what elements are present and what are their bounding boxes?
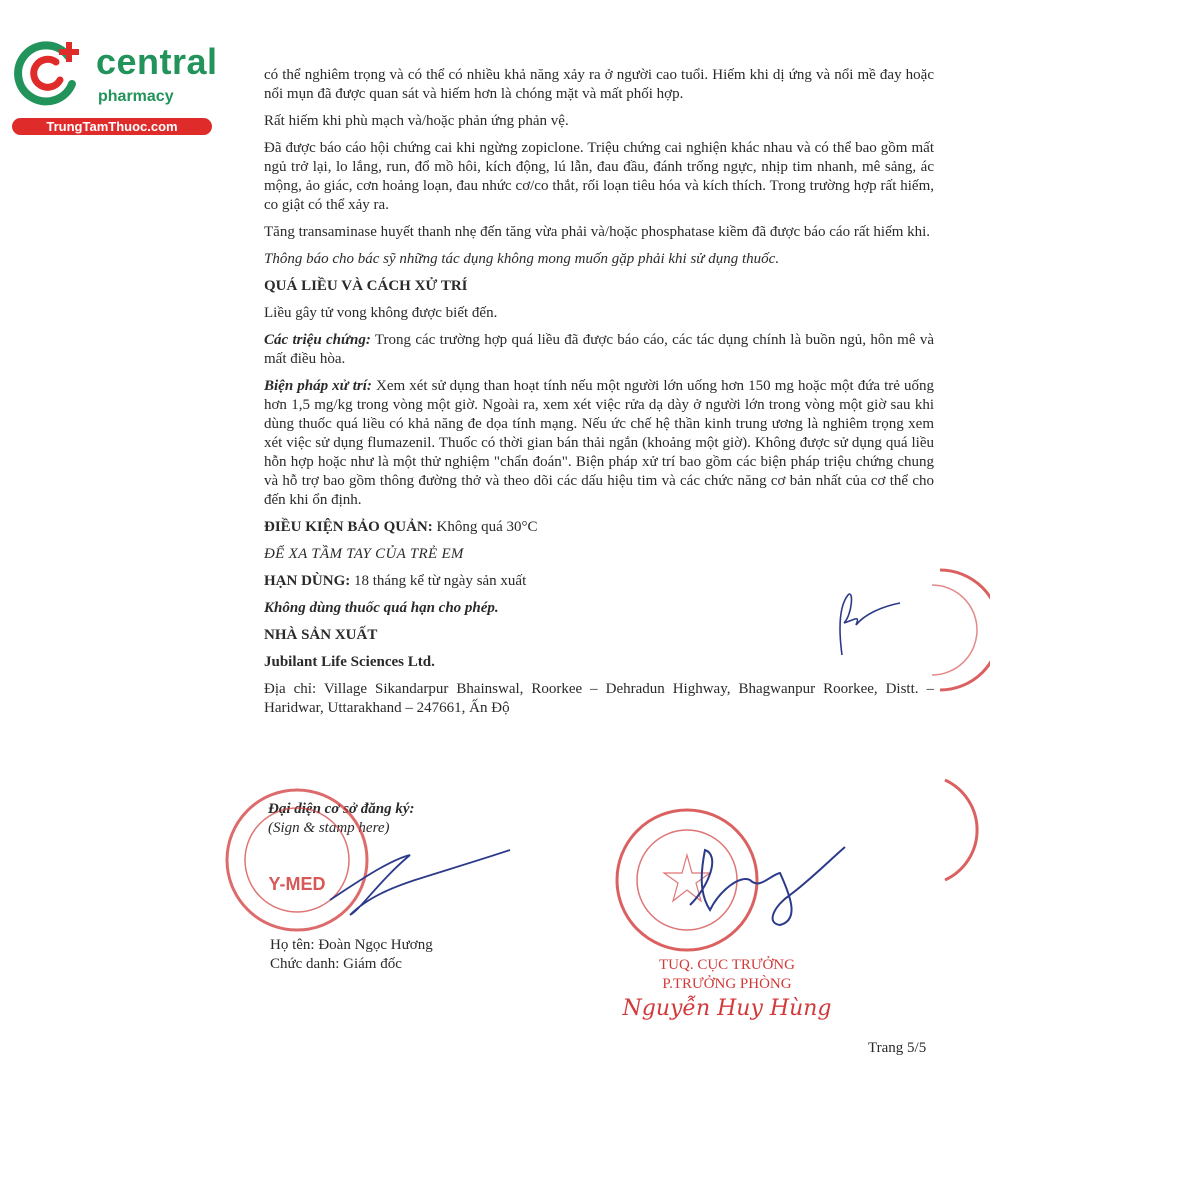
storage-text: Không quá 30°C xyxy=(432,519,538,535)
brand-sub: pharmacy xyxy=(98,88,174,105)
storage-conditions xyxy=(264,518,934,537)
registrant-label: Đại diện cơ sở đăng ký: xyxy=(268,801,415,817)
brand-site: TrungTamThuoc.com xyxy=(12,118,212,135)
manufacturer-name: Jubilant Life Sciences Ltd. xyxy=(264,654,435,670)
overdose-symptoms xyxy=(264,331,934,369)
expiry-text: 18 tháng kể từ ngày sản xuất xyxy=(350,573,527,589)
margin-initials-signature xyxy=(830,585,910,665)
registrant-name: Họ tên: Đoàn Ngọc Hương xyxy=(270,937,433,953)
manufacturer-heading: NHÀ SẢN XUẤT xyxy=(264,627,378,643)
paragraph-notify-doctor: Thông báo cho bác sỹ những tác dụng không mong muốn gặp phải khi sử dụng thuốc. xyxy=(264,251,780,267)
storage-label: ĐIỀU KIỆN BẢO QUẢN: xyxy=(264,519,433,535)
authority-signer: Nguyễn Huy Hùng xyxy=(622,996,832,1021)
treatment-label: Biện pháp xử trí: xyxy=(264,378,372,394)
expiry-label: HẠN DÙNG: xyxy=(264,573,351,589)
page-number: Trang 5/5 xyxy=(868,1040,927,1056)
brand-logo xyxy=(10,38,220,138)
overdose-treatment xyxy=(264,377,934,510)
brand-name: central xyxy=(96,41,218,82)
authority-block xyxy=(612,956,842,1024)
overdose-heading: QUÁ LIỀU VÀ CÁCH XỬ TRÍ xyxy=(264,278,468,294)
authority-line2: P.TRƯỞNG PHÒNG xyxy=(662,976,792,992)
registrant-signature xyxy=(320,840,520,920)
paragraph-withdrawal: Đã được báo cáo hội chứng cai khi ngừng zopiclone. Triệu chứng cai nghiện khác nhau và có thể bao gồm mất ngủ trở lại, lo lắng, run, đổ mồ hôi, kích động, lú lẫn, đau đầu, đánh trống ngực, nhịp tim nhanh, mê sảng, ác mộng, ảo giác, cơn hoảng loạn, đau nhức cơ/co thắt, rối loạn tiêu hóa và kích thích. Trong trường hợp rất hiếm, co giật có thể xảy ra. xyxy=(264,140,934,213)
overdose-intro: Liều gây tử vong không được biết đến. xyxy=(264,305,498,321)
registrant-note: (Sign & stamp here) xyxy=(268,820,390,836)
keep-away-children: ĐỂ XA TẦM TAY CỦA TRẺ EM xyxy=(264,546,464,562)
authority-signature xyxy=(650,835,850,935)
registrant-details xyxy=(270,936,433,974)
paragraph-angioedema: Rất hiếm khi phù mạch và/hoặc phản ứng phản vệ. xyxy=(264,113,569,129)
symptoms-text: Trong các trường hợp quá liều đã được báo cáo, các tác dụng chính là buồn ngủ, hôn mê và mất điều hòa. xyxy=(264,332,934,367)
paragraph-side-effects: có thể nghiêm trọng và có thể có nhiều khả năng xảy ra ở người cao tuổi. Hiếm khi dị ứng và nổi mề đay hoặc nổi mụn đã được quan sát và hiếm hơn là chóng mặt và mất phối hợp. xyxy=(264,67,934,102)
expiry-warning: Không dùng thuốc quá hạn cho phép. xyxy=(264,600,499,616)
registrant-title: Chức danh: Giám đốc xyxy=(270,956,402,972)
paragraph-transaminase: Tăng transaminase huyết thanh nhẹ đến tăng vừa phải và/hoặc phosphatase kiềm đã được báo cáo rất hiếm khi. xyxy=(264,224,931,240)
margin-stamp-right-bottom xyxy=(940,775,990,885)
manufacturer-address: Địa chỉ: Village Sikandarpur Bhainswal, Roorkee – Dehradun Highway, Bhagwanpur Roorkee, Distt. – Haridwar, Uttarakhand – 247661, Ấn Độ xyxy=(264,681,934,716)
treatment-text: Xem xét sử dụng than hoạt tính nếu một người lớn uống hơn 150 mg hoặc một đứa trẻ uống hơn 1,5 mg/kg trong vòng một giờ. Ngoài ra, xem xét việc rửa dạ dày ở người lớn trong vòng một giờ sau khi dùng thuốc quá liều có khả năng đe dọa tính mạng. Nếu ức chế hệ thần kinh trung ương là nghiêm trọng xem xét việc sử dụng flumazenil. Thuốc có thời gian bán thải ngắn (khoảng một giờ). Không được sử dụng quá liều hỗn hợp hoặc như là một thử nghiệm "chẩn đoán". Biện pháp xử trí bao gồm các biện pháp triệu chứng chung và hỗ trợ bao gồm thông đường thở và theo dõi các dấu hiệu tim và các chức năng cơ bản nhất của cơ thể cho đến khi ổn định. xyxy=(264,378,935,508)
central-pharmacy-logo-icon xyxy=(10,38,90,108)
authority-line1: TUQ. CỤC TRƯỞNG xyxy=(659,957,795,973)
symptoms-label: Các triệu chứng: xyxy=(264,332,371,348)
margin-stamp-right-top xyxy=(930,565,990,695)
company-stamp-text: Y-MED xyxy=(268,874,326,894)
